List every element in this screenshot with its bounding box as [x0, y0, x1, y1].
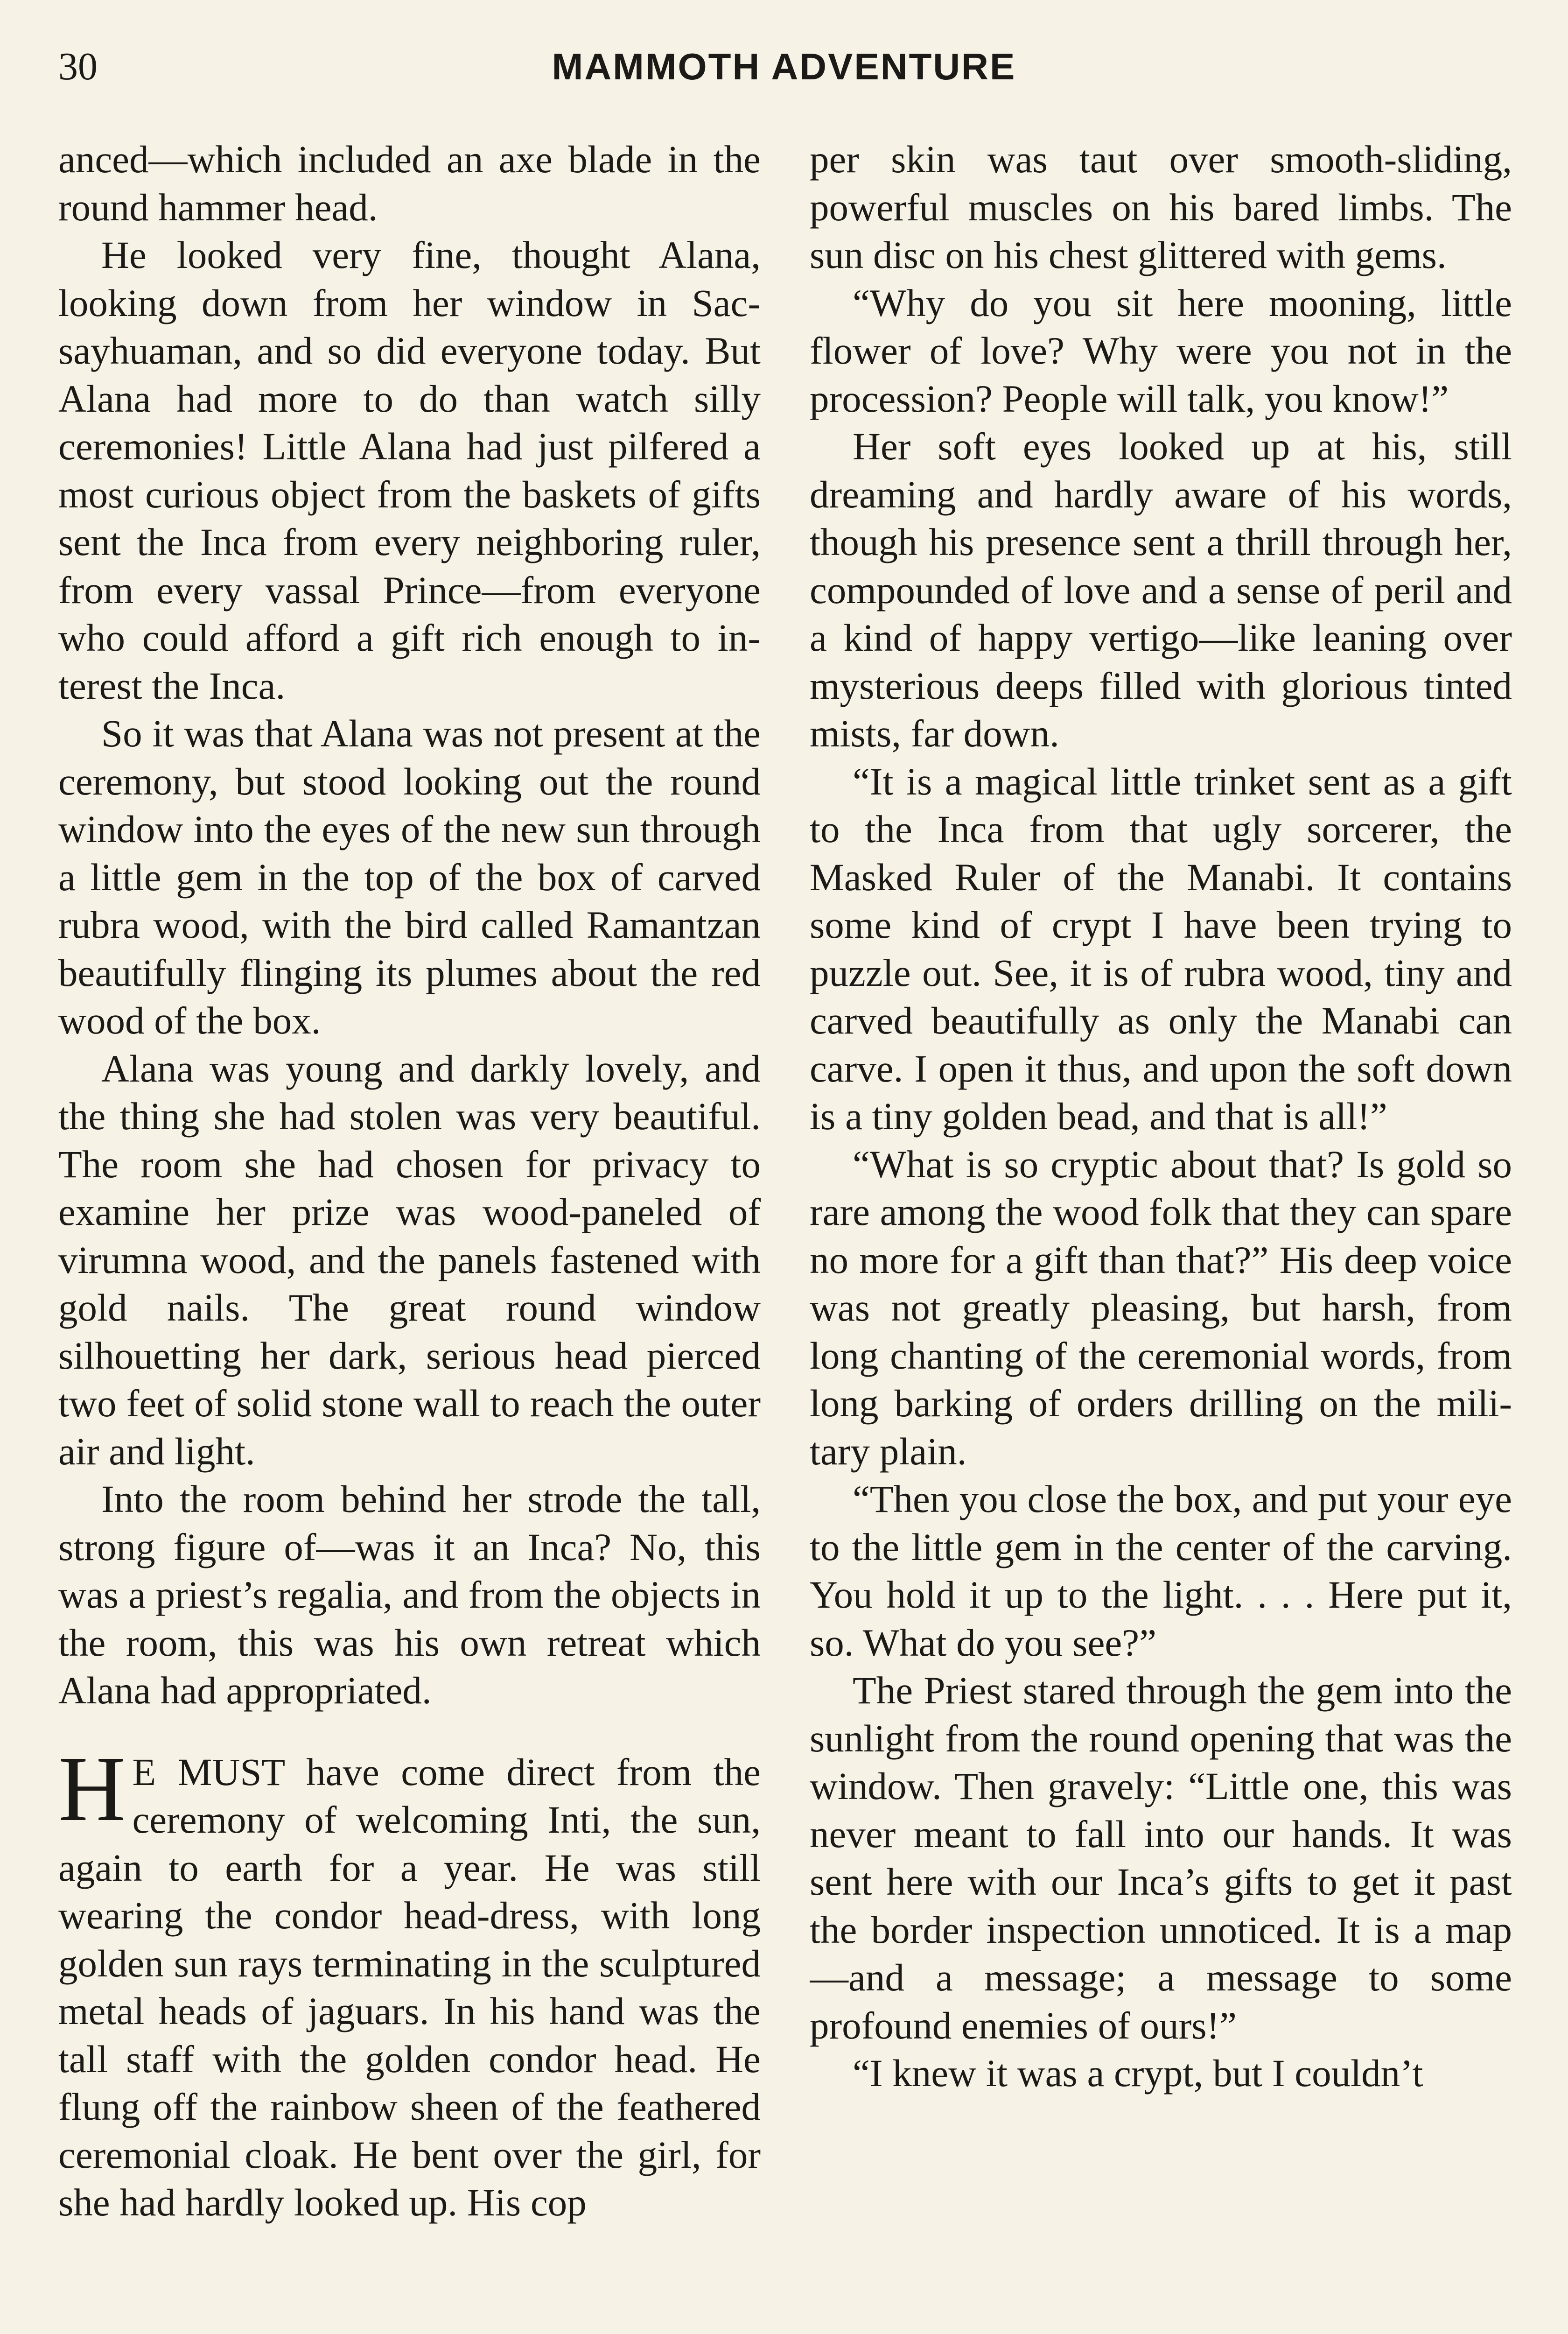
- left-column: [58, 135, 761, 2334]
- paragraph: Her soft eyes looked up at his, still dreaming and hardly aware of his words, though his presence sent a thrill through her, compounded of love and a sense of peril and a kind of happy vertigo—like leaning over mysterious deeps filled with glorious tinted mists, far down.: [810, 425, 1512, 755]
- right-column: [810, 135, 1512, 2334]
- running-title: MAMMOTH ADVENTURE: [552, 46, 1016, 87]
- paragraph: So it was that Alana was not present at the ceremony, but stood looking out the round window into the eyes of the new sun through a little gem in the top of the box of carved rubra wood, with the bird called Ramantzan beautifully flinging its plumes about the red wood of the box.: [58, 712, 761, 1042]
- paragraph: “Why do you sit here mooning, little flower of love? Why were you not in the procession? People will talk, you know!”: [810, 281, 1512, 420]
- section-paragraph: [58, 1737, 761, 2227]
- page-header: [58, 41, 1510, 92]
- drop-cap: H: [58, 1737, 126, 1841]
- paragraph: Into the room behind her strode the tall, strong figure of—was it an Inca? No, this was a priest’s regalia, and from the objects in the room, this was his own retreat which Alana had appropriated.: [58, 1477, 761, 1712]
- paragraph: “It is a magical little trinket sent as a gift to the Inca from that ugly sorcerer, the Masked Ruler of the Manabi. It contains some kind of crypt I have been trying to puzzle out. See, it is of rubra wood, tiny and carved beautifully as only the Manabi can carve. I open it thus, and upon the soft down is a tiny golden bead, and that is all!”: [810, 759, 1512, 1138]
- paragraph: “I knew it was a crypt, but I couldn’t: [853, 2052, 1423, 2095]
- paragraph: anced—which included an axe blade in the round hammer head.: [58, 138, 761, 229]
- paragraph: Alana was young and darkly lovely, and the thing she had stolen was very beautiful. The room she had chosen for privacy to examine her prize was wood-paneled of virumna wood, and the panels fastened with gold nails. The great round window silhouetting her dark, serious head pierced two feet of solid stone wall to reach the outer air and light.: [58, 1047, 761, 1473]
- paragraph: per skin was taut over smooth-sliding, powerful muscles on his bared limbs. The sun disc on his chest glittered with gems.: [810, 138, 1512, 276]
- section-text: E MUST have come direct from the ceremony of welcoming Inti, the sun, again to earth for a year. He was still wearing the condor head-dress, with long golden sun rays terminating in the sculptured metal heads of jaguars. In his hand was the tall staff with the golden condor head. He flung off the rainbow sheen of the feathered ceremonial cloak. He bent over the girl, for she had hardly looked up. His cop: [58, 1750, 761, 2224]
- page-number: 30: [58, 45, 98, 88]
- paragraph: The Priest stared through the gem into the sunlight from the round opening that was the window. Then gravely: “Little one, this was never meant to fall into our hands. It was sent here with our Inca’s gifts to get it past the border inspection unnoticed. It is a map—and a message; a message to some profound enemies of ours!”: [810, 1669, 1512, 2047]
- paragraph: “Then you close the box, and put your eye to the little gem in the center of the carving. You hold it up to the light. . . . Here put it, so. What do you see?”: [810, 1477, 1512, 1664]
- paragraph: “What is so cryptic about that? Is gold so rare among the wood folk that they can spare no more for a gift than that?” His deep voice was not greatly pleasing, but harsh, from long chanting of the ceremonial words, from long barking of orders drilling on the military plain.: [810, 1142, 1512, 1473]
- paragraph: He looked very fine, thought Alana, looking down from her window in Sacsayhuaman, and so did everyone today. But Alana had more to do than watch silly ceremonies! Little Alana had just pilfered a most curious object from the baskets of gifts sent the Inca from every neighboring ruler, from every vassal Prince—from everyone who could afford a gift rich enough to interest the Inca.: [58, 233, 761, 707]
